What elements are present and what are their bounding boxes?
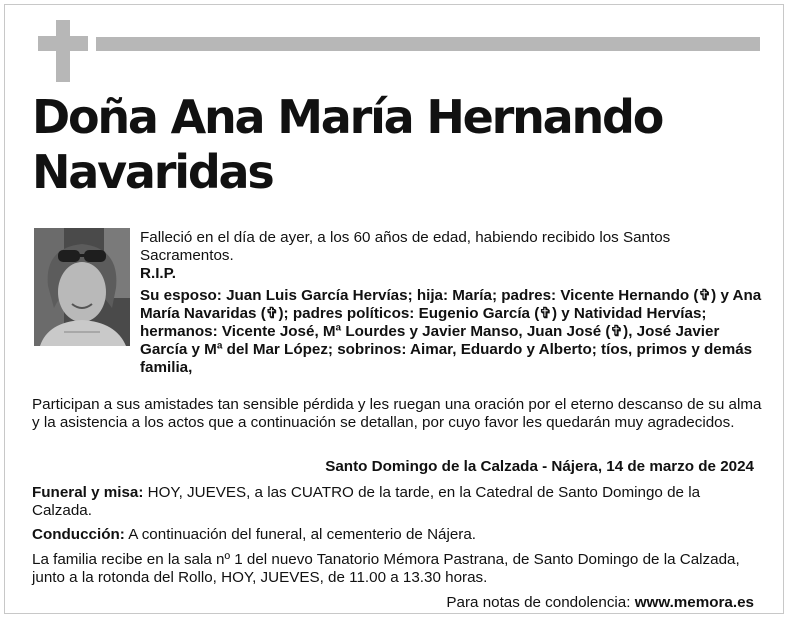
conduction-text: A continuación del funeral, al cementerio de Nájera. bbox=[124, 526, 477, 543]
funeral-info bbox=[32, 484, 762, 520]
cross-icon bbox=[56, 20, 70, 82]
funeral-text: HOY, JUEVES, a las CUATRO de la tarde, en la Catedral de Santo Domingo de la Calzada. bbox=[32, 484, 701, 519]
condolences-line bbox=[32, 594, 754, 612]
deceased-name: Doña Ana María Hernando Navaridas bbox=[32, 90, 663, 199]
rip-text: R.I.P. bbox=[140, 265, 177, 282]
photo-spacer bbox=[32, 229, 140, 369]
request-text: Participan a sus amistades tan sensible pérdida y les ruegan una oración por el eterno descanso de su alma y la asistencia a los actos que a continuación se detallan, por cuyo favor les quedarán muy agradecidos. bbox=[32, 396, 762, 431]
header-rule bbox=[96, 37, 760, 51]
conduction-info bbox=[32, 526, 762, 544]
family-text: Su esposo: Juan Luis García Hervías; hija: María; padres: Vicente Hernando (✞) y Ana María Navaridas (✞); padres políticos: Eugenio García (✞) y Natividad Hervías; hermanos: Vicente José, Mª Lourdes y Javier Manso, Juan José (✞), José Javier García y Mª del Mar López; sobrinos: Aimar, Eduardo y Alberto; tíos, primos y demás familia, bbox=[140, 287, 762, 376]
place-date: Santo Domingo de la Calzada - Nájera, 14 de marzo de 2024 bbox=[325, 458, 754, 475]
intro-text: Falleció en el día de ayer, a los 60 años de edad, habiendo recibido los Santos Sacramentos. bbox=[140, 229, 671, 264]
conduction-label: Conducción: bbox=[32, 526, 125, 543]
reception-info: La familia recibe en la sala nº 1 del nuevo Tanatorio Mémora Pastrana, de Santo Domingo de la Calzada, junto a la rotonda del Rollo, HOY, JUEVES, de 11.00 a 13.30 horas. bbox=[32, 551, 740, 586]
condolences-label: Para notas de condolencia: bbox=[446, 594, 635, 611]
funeral-label: Funeral y misa: bbox=[32, 484, 144, 501]
obituary-body bbox=[32, 229, 762, 377]
cross-icon-arm bbox=[38, 36, 88, 51]
condolences-link[interactable]: www.memora.es bbox=[634, 594, 754, 611]
